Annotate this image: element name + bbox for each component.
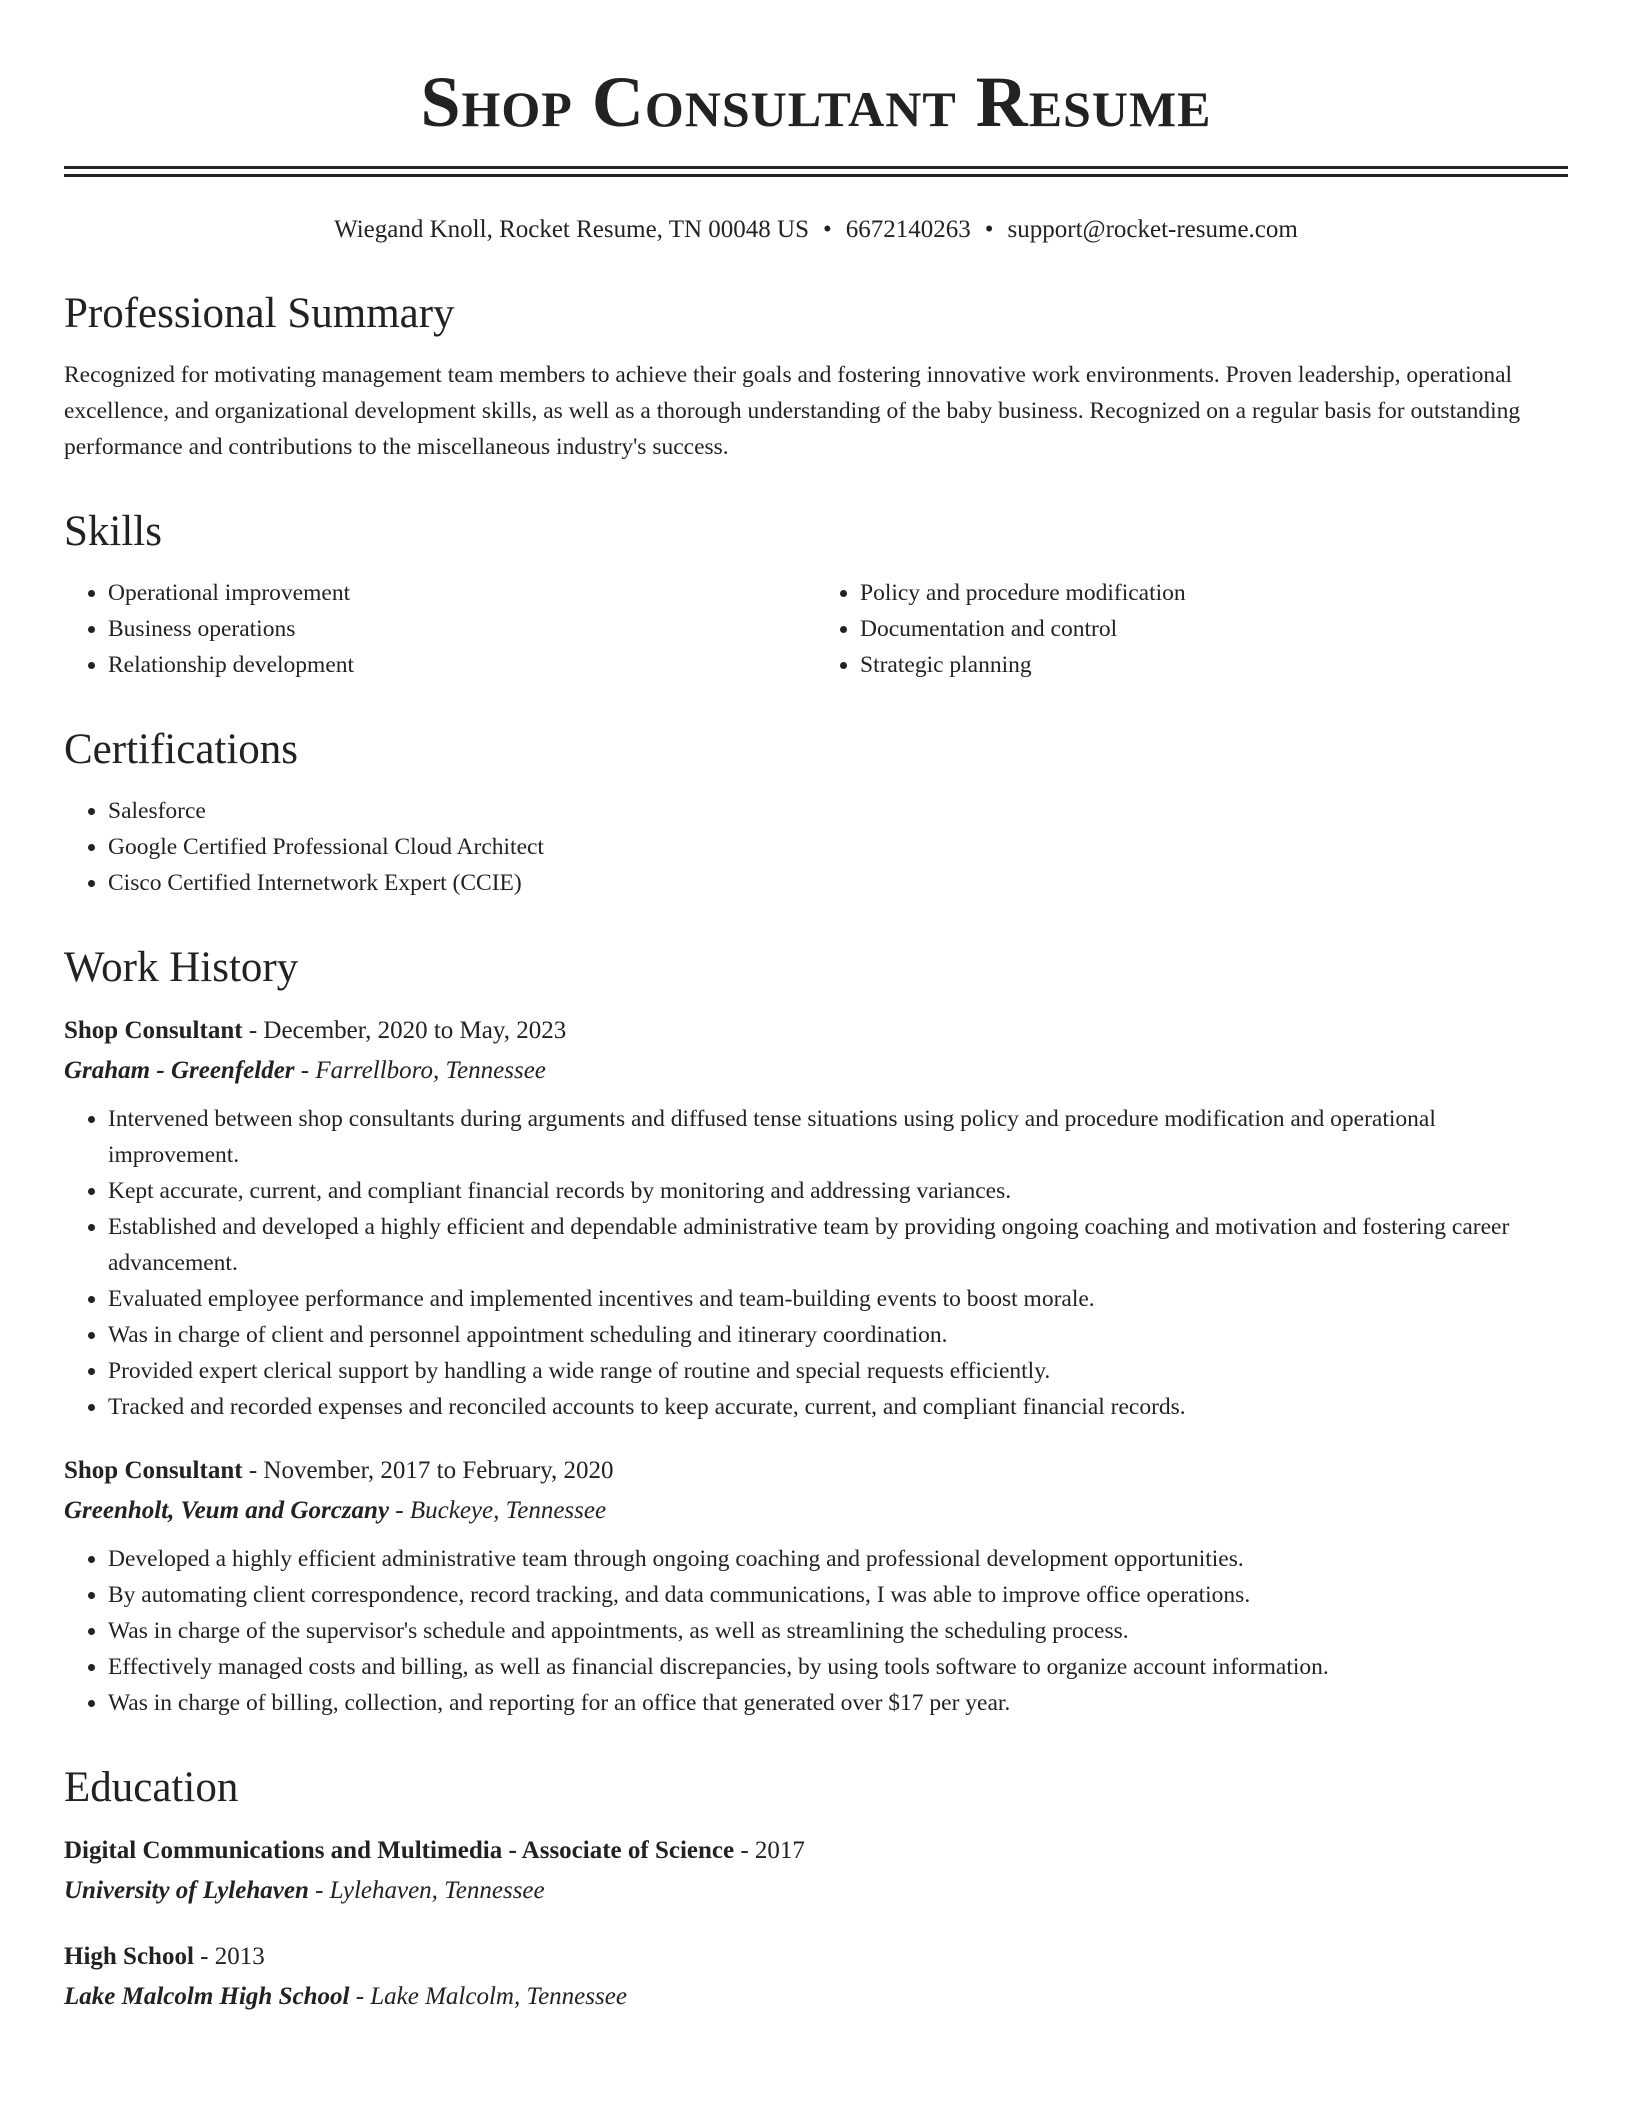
education-location: - Lake Malcolm, Tennessee — [349, 1983, 627, 2010]
skill-item: • Business operations — [108, 611, 816, 647]
job-bullet: • Provided expert clerical support by handling a wide range of routine and special requests efficiently. — [108, 1353, 1568, 1389]
skill-item: • Relationship development — [108, 647, 816, 683]
education-year: - 2017 — [734, 1837, 805, 1864]
job-company: Greenholt, Veum and Gorczany — [64, 1497, 390, 1524]
education-degree-line — [64, 1937, 1568, 1977]
job-company-line — [64, 1051, 1568, 1091]
job-bullets — [64, 1541, 1568, 1721]
contact-address: Wiegand Knoll, Rocket Resume, TN 00048 US — [334, 216, 810, 243]
education-year: - 2013 — [193, 1943, 265, 1970]
job-dates: - November, 2017 to February, 2020 — [242, 1457, 614, 1484]
job-bullet: • Was in charge of billing, collection, and reporting for an office that generated over $17 per year. — [108, 1685, 1568, 1721]
job-bullet: • Was in charge of the supervisor's schedule and appointments, as well as streamlining the scheduling process. — [108, 1613, 1568, 1649]
title-double-rule — [64, 166, 1568, 177]
job-bullet: • Was in charge of client and personnel appointment scheduling and itinerary coordination. — [108, 1317, 1568, 1353]
education-location: - Lylehaven, Tennessee — [308, 1877, 545, 1904]
contact-separator: • — [984, 216, 994, 243]
job-bullet: • Evaluated employee performance and implemented incentives and team-building events to boost morale. — [108, 1281, 1568, 1317]
job-bullet: • Intervened between shop consultants during arguments and diffused tense situations using policy and procedure modification and operational improvement. — [108, 1101, 1568, 1173]
education-school: Lake Malcolm High School — [64, 1983, 350, 2010]
skill-item: • Operational improvement — [108, 575, 816, 611]
job-dates: - December, 2020 to May, 2023 — [242, 1017, 567, 1044]
education-school-line — [64, 1977, 1568, 2017]
contact-email: support@rocket-resume.com — [1007, 216, 1298, 243]
skills-columns — [64, 575, 1568, 683]
job-title: Shop Consultant — [64, 1457, 243, 1484]
certification-item: • Cisco Certified Internetwork Expert (CCIE) — [108, 865, 1568, 901]
education-school-line — [64, 1871, 1568, 1911]
skills-list-right — [816, 575, 1568, 683]
resume-title: Shop Consultant Resume — [420, 62, 1212, 142]
job-bullet: • By automating client correspondence, record tracking, and data communications, I was able to improve office operations. — [108, 1577, 1568, 1613]
contact-line — [64, 213, 1568, 247]
job-company: Graham - Greenfelder — [64, 1057, 295, 1084]
job-location: - Buckeye, Tennessee — [389, 1497, 607, 1524]
certification-item: • Salesforce — [108, 793, 1568, 829]
job-company-line — [64, 1491, 1568, 1531]
contact-phone: 6672140263 — [845, 216, 971, 243]
job-title-line — [64, 1451, 1568, 1491]
job-bullet: • Effectively managed costs and billing, as well as financial discrepancies, by using tools software to organize account information. — [108, 1649, 1568, 1685]
skill-item: • Documentation and control — [860, 611, 1568, 647]
job-bullets — [64, 1101, 1568, 1425]
job-bullet: • Tracked and recorded expenses and reconciled accounts to keep accurate, current, and compliant financial records. — [108, 1389, 1568, 1425]
job-entry — [64, 1451, 1568, 1721]
education-school: University of Lylehaven — [64, 1877, 309, 1904]
section-heading-certifications: Certifications — [64, 726, 299, 773]
job-location: - Farrellboro, Tennessee — [294, 1057, 546, 1084]
education-entry — [64, 1831, 1568, 1911]
job-title: Shop Consultant — [64, 1017, 243, 1044]
job-entry — [64, 1011, 1568, 1425]
skills-list-left — [64, 575, 816, 683]
education-degree-line — [64, 1831, 1568, 1871]
job-bullet: • Established and developed a highly efficient and dependable administrative team by providing ongoing coaching and motivation and fostering career advancement. — [108, 1209, 1568, 1281]
skill-item: • Policy and procedure modification — [860, 575, 1568, 611]
skill-item: • Strategic planning — [860, 647, 1568, 683]
certification-item: • Google Certified Professional Cloud Architect — [108, 829, 1568, 865]
section-heading-summary: Professional Summary — [64, 290, 455, 337]
certifications-list — [64, 793, 1568, 901]
contact-separator: • — [823, 216, 832, 243]
section-heading-skills: Skills — [64, 508, 162, 555]
education-degree: Digital Communications and Multimedia - Associate of Science — [64, 1837, 735, 1864]
job-title-line — [64, 1011, 1568, 1051]
job-bullet: • Developed a highly efficient administrative team through ongoing coaching and professional development opportunities. — [108, 1541, 1568, 1577]
summary-text: Recognized for motivating management team members to achieve their goals and fostering innovative work environments. Proven leadership, operational excellence, and organizational development skills, as well as a thorough understanding of the baby business. Recognized on a regular basis for outstanding performance and contributions to the miscellaneous industry's success. — [64, 362, 1521, 460]
job-bullet: • Kept accurate, current, and compliant financial records by monitoring and addressing variances. — [108, 1173, 1568, 1209]
section-heading-education: Education — [64, 1764, 239, 1811]
education-entry — [64, 1937, 1568, 2017]
education-degree: High School — [64, 1943, 194, 1970]
section-heading-work-history: Work History — [64, 944, 299, 991]
